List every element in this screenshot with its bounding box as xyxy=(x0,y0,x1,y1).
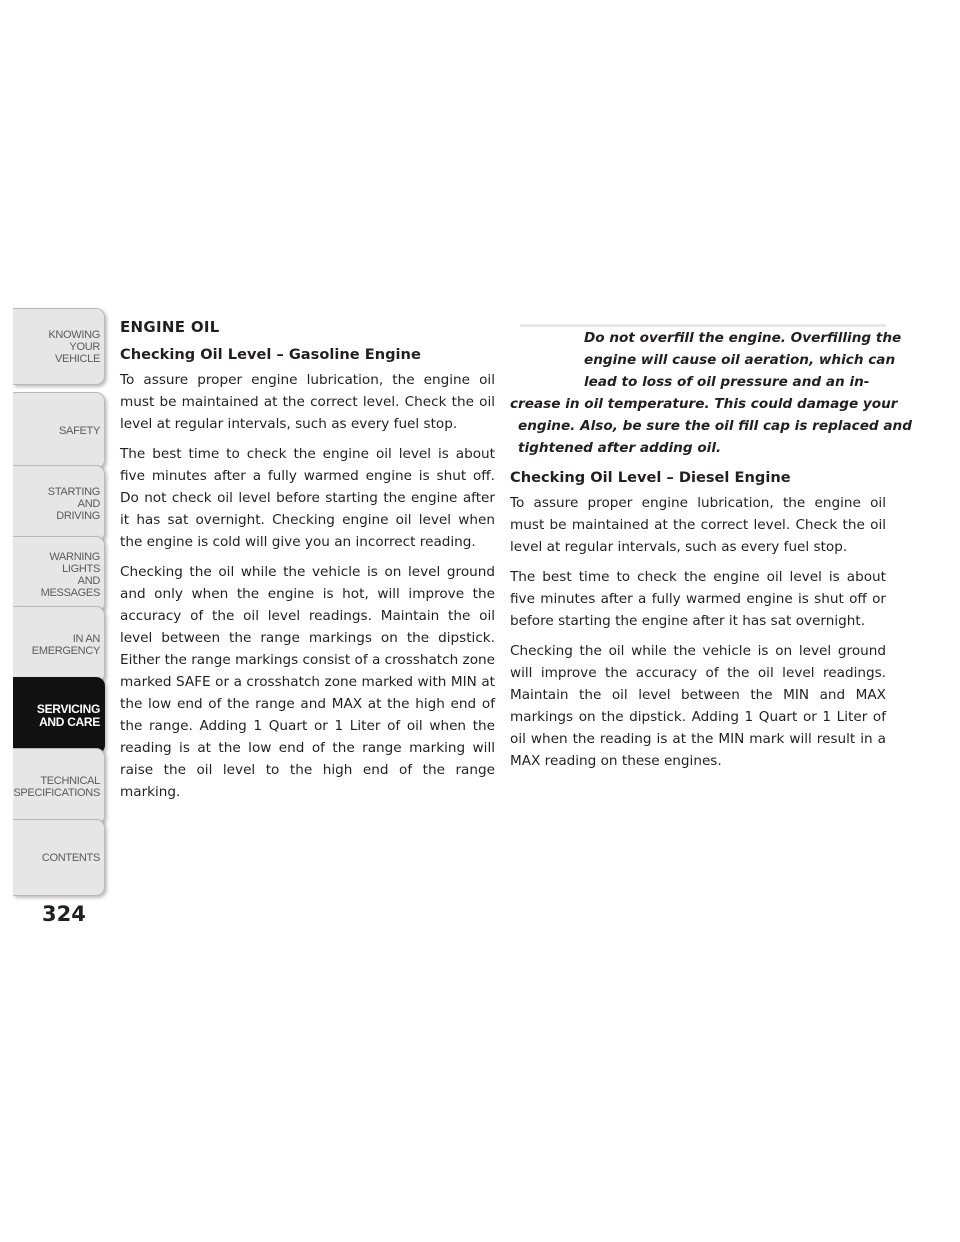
nav-tab-knowing-your-vehicle[interactable]: KNOWING YOUR VEHICLE xyxy=(13,308,105,385)
paragraph: To assure proper engine lubrication, the engine oil must be maintained at the correct level. Check the oil level at regular intervals, such as every fuel stop. xyxy=(120,372,495,432)
right-column xyxy=(510,318,912,780)
nav-tab-warning-lights[interactable]: WARNING LIGHTS AND MESSAGES xyxy=(13,536,105,613)
nav-tab-servicing-and-care[interactable]: SERVICING AND CARE xyxy=(13,677,105,754)
nav-tab-in-an-emergency[interactable]: IN AN EMERGENCY xyxy=(13,606,105,683)
page-number: 324 xyxy=(42,902,86,926)
paragraph: The best time to check the engine oil level is about five minutes after a fully warmed engine is shut off or before starting the engine after it has sat overnight. xyxy=(510,569,886,629)
paragraph: To assure proper engine lubrication, the engine oil must be maintained at the correct level. Check the oil level at regular intervals, such as every fuel stop. xyxy=(510,495,886,555)
subheading-diesel: Checking Oil Level – Diesel Engine xyxy=(510,469,791,486)
caution-line: engine. Also, be sure the oil fill cap is replaced and xyxy=(518,418,912,434)
left-column xyxy=(120,318,495,811)
caution-line: crease in oil temperature. This could damage your xyxy=(510,396,898,412)
caution-line: engine will cause oil aeration, which can xyxy=(584,352,896,368)
subheading-gasoline: Checking Oil Level – Gasoline Engine xyxy=(120,346,421,363)
caution-line: tightened after adding oil. xyxy=(518,440,722,456)
caution-note xyxy=(510,327,912,459)
nav-tab-safety[interactable]: SAFETY xyxy=(13,392,105,469)
caution-line: Do not overfill the engine. Overfilling the xyxy=(584,330,902,346)
nav-tab-contents[interactable]: CONTENTS xyxy=(13,819,105,896)
caution-line: lead to loss of oil pressure and an in- xyxy=(584,374,870,390)
nav-tab-starting-and-driving[interactable]: STARTING AND DRIVING xyxy=(13,465,105,542)
paragraph: Checking the oil while the vehicle is on level ground and only when the engine is hot, will improve the accuracy of the oil level readings. Maintain the oil level between the range markings on the dipstick. Either the range markings consist of a crosshatch zone marked SAFE or a crosshatch zone marked with MIN at the low end of the range and MAX at the high end of the range. Adding 1 Quart or 1 Liter of oil when the reading is at the low end of the range marking will raise the oil level to the high end of the range marking. xyxy=(120,564,495,800)
nav-tab-technical-specifications[interactable]: TECHNICAL SPECIFICATIONS xyxy=(13,748,105,825)
section-title: ENGINE OIL xyxy=(120,318,220,336)
paragraph: Checking the oil while the vehicle is on level ground will improve the accuracy of the oil level readings. Maintain the oil level between the MIN and MAX markings on the dipstick. Adding 1 Quart or 1 Liter of oil when the reading is at the MIN mark will result in a MAX reading on these engines. xyxy=(510,643,886,769)
paragraph: The best time to check the engine oil level is about five minutes after a fully warmed engine is shut off. Do not check oil level before starting the engine after it has sat overnight. Checking engine oil level when the engine is cold will give you an incorrect reading. xyxy=(120,446,495,550)
